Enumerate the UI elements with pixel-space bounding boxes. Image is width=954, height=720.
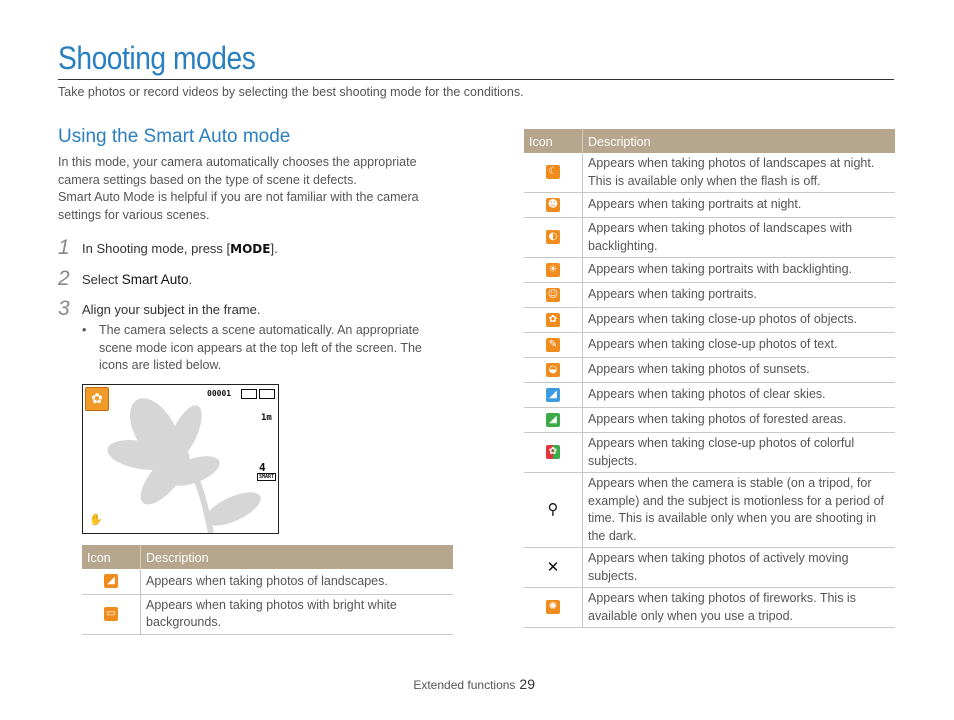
forest-icon: ◢ [546,413,560,427]
table-row [524,218,895,258]
icon-cell [524,153,583,193]
description-cell: Appears when taking photos of sunsets. [583,358,896,383]
description-cell: Appears when taking photos of actively moving subjects. [583,548,896,588]
table-row [524,193,895,218]
title-rule [58,79,894,80]
flower-silhouette [83,385,278,533]
icon-cell [524,333,583,358]
step-text: Align your subject in the frame. [82,302,261,317]
macro-text-icon: ✎ [546,338,560,352]
macro-icon: ✿ [91,391,103,407]
icon-cell [524,193,583,218]
intro-paragraph: In this mode, your camera automatically chooses the appropriate camera settings based on the type of scene it defects. [58,155,417,187]
intro-text [58,154,458,224]
section-heading: Using the Smart Auto mode [58,126,291,147]
night-landscape-icon: ☾ [546,165,560,179]
table-row [524,358,895,383]
icon-cell [524,308,583,333]
backlight-portrait-icon: ☀ [546,263,560,277]
description-cell: Appears when taking close-up photos of colorful subjects. [583,433,896,473]
table-row [524,588,895,628]
stabilizer-icon: ✋ [89,513,103,526]
icon-cell [524,548,583,588]
step-number: 3 [58,297,70,320]
step-number: 1 [58,236,70,259]
memory-icon [241,389,257,399]
right-icon-table [524,129,895,628]
table-row [524,383,895,408]
macro-color-icon: ✿ [546,445,560,459]
step-text: Select [82,272,122,287]
step-number: 2 [58,267,70,290]
table-row [524,308,895,333]
description-cell: Appears when taking photos with bright white backgrounds. [141,594,454,634]
description-cell: Appears when taking photos of clear skies. [583,383,896,408]
page-subtitle: Take photos or record videos by selecting the best shooting mode for the conditions. [58,85,524,99]
description-cell: Appears when taking close-up photos of text. [583,333,896,358]
page-footer [413,676,535,692]
icon-cell [524,218,583,258]
flash-icon: 4 [259,461,266,474]
blue-sky-icon: ◢ [546,388,560,402]
white-background-icon: ▭ [104,607,118,621]
action-icon: ✕ [546,557,560,576]
icon-cell [82,594,141,634]
smart-mode-badge: SMART [259,474,275,480]
backlight-landscape-icon: ◐ [546,230,560,244]
table-header-row [82,546,453,570]
description-cell: Appears when taking portraits. [583,283,896,308]
description-cell: Appears when the camera is stable (on a tripod, for example) and the subject is motionless for a period of time. This is available only when you are shooting in the dark. [583,473,896,548]
step-text: ]. [270,241,278,256]
shot-counter: 00001 [207,389,232,398]
table-row [524,153,895,193]
description-cell: Appears when taking photos of landscapes. [141,569,454,594]
sunset-icon: ◒ [546,363,560,377]
description-cell: Appears when taking close-up photos of objects. [583,308,896,333]
icon-cell [524,433,583,473]
intro-paragraph: Smart Auto Mode is helpful if you are not familiar with the camera settings for various scenes. [58,190,419,222]
tripod-icon: ⚲ [547,500,559,519]
description-cell: Appears when taking photos of fireworks. This is available only when you use a tripod. [583,588,896,628]
left-icon-table [82,545,453,635]
table-header-row [524,130,895,154]
description-column-header: Description [141,546,454,570]
icon-column-header: Icon [82,546,141,570]
icon-cell [524,283,583,308]
footer-section-label: Extended functions [413,678,516,692]
description-cell: Appears when taking portraits with backlighting. [583,258,896,283]
icon-cell [524,408,583,433]
camera-screen-illustration [82,384,279,534]
description-cell: Appears when taking photos of landscapes at night. This is available only when the flash is off. [583,153,896,193]
table-row [524,433,895,473]
page-title: Shooting modes [58,40,256,76]
smart-auto-label: Smart Auto [121,272,189,287]
table-row [82,594,453,634]
bullet-text: The camera selects a scene automatically. An appropriate scene mode icon appears at the top left of the screen. The icons are listed below. [99,323,422,372]
description-cell: Appears when taking photos of landscapes with backlighting. [583,218,896,258]
table-row [82,569,453,594]
icon-cell [524,588,583,628]
bullet-note [82,322,442,375]
bullet-dot: • [82,323,87,337]
fireworks-icon: ✺ [546,600,560,614]
table-row [524,408,895,433]
table-row [524,548,895,588]
icon-cell [524,473,583,548]
night-portrait-icon: ☻ [547,198,559,210]
landscape-icon: ◢ [104,574,118,588]
icon-cell [524,258,583,283]
description-cell: Appears when taking photos of forested areas. [583,408,896,433]
table-row [524,333,895,358]
description-cell: Appears when taking portraits at night. [583,193,896,218]
page-number: 29 [519,676,535,692]
icon-column-header: Icon [524,130,583,154]
image-size-label: 1m [261,413,272,423]
table-row [524,473,895,548]
icon-cell [524,383,583,408]
portrait-icon: ☺ [547,288,559,300]
step-text: . [188,272,193,287]
table-row [524,283,895,308]
icon-cell [524,358,583,383]
description-column-header: Description [583,130,896,154]
macro-icon: ✿ [546,313,560,327]
icon-cell [82,569,141,594]
table-row [524,258,895,283]
scene-mode-icon [85,387,109,411]
step-text: In Shooting mode, press [ [82,241,231,256]
battery-icon [259,389,275,399]
mode-key: MODE [230,242,271,256]
